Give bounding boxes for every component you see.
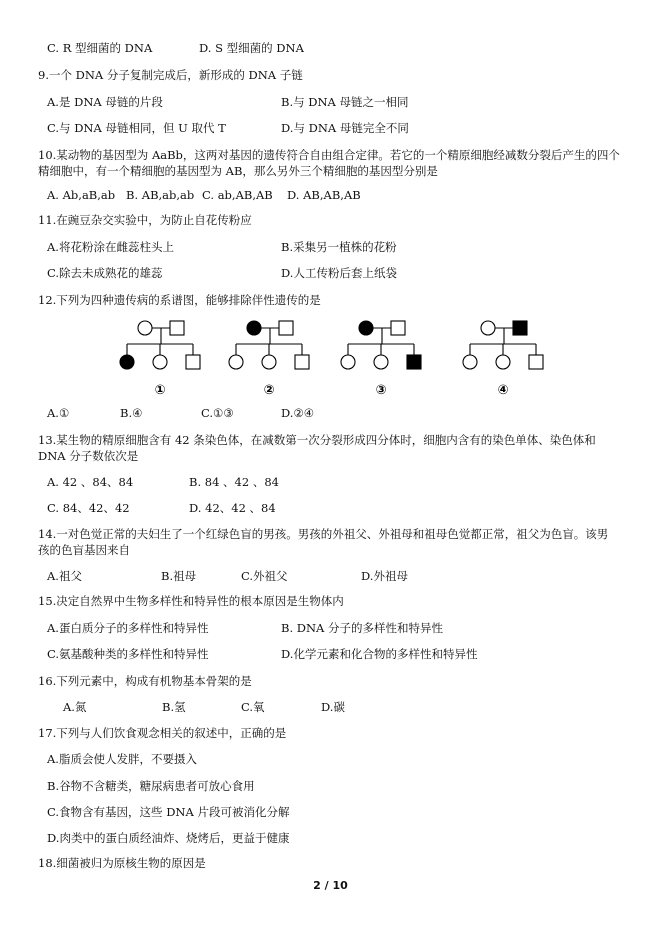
q11-stem: 11.在豌豆杂交实验中，为防止自花传粉应	[38, 213, 252, 227]
q12-option-d: D.②④	[281, 406, 315, 420]
q15-stem: 15.决定自然界中生物多样性和特异性的根本原因是生物体内	[38, 594, 344, 608]
q15-option-c: C.氨基酸种类的多样性和特异性	[47, 647, 209, 661]
pedigree-2-filled-circle	[247, 321, 261, 335]
pedigree-3-diagram	[339, 318, 425, 400]
q10-option-c: C. ab,AB,AB	[202, 188, 273, 202]
q17-option-d: D.肉类中的蛋白质经油炸、烧烤后，更益于健康	[47, 831, 290, 845]
q9-option-b: B.与 DNA 母链之一相同	[281, 95, 409, 109]
pedigree-2-child-2-open-circle	[262, 355, 276, 369]
q15-option-b: B. DNA 分子的多样性和特异性	[281, 621, 444, 635]
page-number: 2 / 10	[313, 879, 348, 892]
q8-option-c: C. R 型细菌的 DNA	[47, 41, 153, 55]
pedigree-1-child-2-open-circle	[153, 355, 167, 369]
q17-option-b: B.谷物不含糖类，糖尿病患者可放心食用	[47, 779, 255, 793]
q17-stem: 17.下列与人们饮食观念相关的叙述中，正确的是	[38, 726, 287, 740]
pedigree-2	[227, 318, 313, 400]
pedigree-2-label: ②	[263, 383, 275, 398]
pedigree-3-child-2-open-circle	[374, 355, 388, 369]
q16-option-c: C.氧	[241, 700, 265, 714]
pedigree-4-filled-square	[513, 321, 527, 335]
q17-option-a: A.脂质会使人发胖，不要摄入	[47, 752, 197, 766]
pedigree-3-child-1-open-circle	[341, 355, 355, 369]
q13-stem-line1: 13.某生物的精原细胞含有 42 条染色体，在减数第一次分裂形成四分体时，细胞内含有的染色单体、染色体和	[38, 433, 596, 447]
pedigree-4-child-3-open-square	[529, 355, 543, 369]
q11-option-b: B.采集另一植株的花粉	[281, 240, 397, 254]
q13-option-a: A. 42 、84、84	[47, 475, 134, 489]
q13-option-b: B. 84 、42 、84	[189, 475, 279, 489]
q10-option-d: D. AB,AB,AB	[287, 188, 361, 202]
pedigree-2-open-square	[279, 321, 293, 335]
pedigree-1	[118, 318, 204, 400]
pedigree-3-open-square	[391, 321, 405, 335]
pedigree-1-diagram	[118, 318, 204, 400]
q16-option-d: D.碳	[321, 700, 345, 714]
q14-option-c: C.外祖父	[241, 569, 288, 583]
q16-stem: 16.下列元素中，构成有机物基本骨架的是	[38, 674, 252, 688]
q9-option-d: D.与 DNA 母链完全不同	[281, 121, 409, 135]
q10-stem-line2: 精细胞中，有一个精细胞的基因型为 AB，那么另外三个精细胞的基因型分别是	[38, 164, 438, 178]
q9-stem: 9.一个 DNA 分子复制完成后，新形成的 DNA 子链	[38, 68, 303, 82]
q10-stem-line1: 10.某动物的基因型为 AaBb，这两对基因的遗传符合自由组合定律。若它的一个精原细胞经减数分裂后产生的四个	[38, 148, 620, 162]
pedigree-4-open-circle	[481, 321, 495, 335]
pedigree-2-child-1-open-circle	[229, 355, 243, 369]
pedigree-1-child-3-open-square	[186, 355, 200, 369]
pedigree-3	[339, 318, 425, 400]
pedigree-4	[461, 318, 547, 400]
q14-stem-line2: 孩的色盲基因来自	[38, 543, 130, 557]
q11-option-c: C.除去未成熟花的雄蕊	[47, 266, 163, 280]
pedigree-2-diagram	[227, 318, 313, 400]
q15-option-a: A.蛋白质分子的多样性和特异性	[47, 621, 209, 635]
pedigree-4-child-2-open-circle	[496, 355, 510, 369]
q11-option-a: A.将花粉涂在雌蕊柱头上	[47, 240, 174, 254]
q14-stem-line1: 14.一对色觉正常的夫妇生了一个红绿色盲的男孩。男孩的外祖父、外祖母和祖母色觉都正常，祖父为色盲。该男	[38, 527, 609, 541]
q10-option-a: A. Ab,aB,ab	[47, 188, 116, 202]
q10-option-b: B. AB,ab,ab	[126, 188, 195, 202]
q8-option-d: D. S 型细菌的 DNA	[199, 41, 304, 55]
pedigree-4-child-1-open-circle	[463, 355, 477, 369]
q16-option-a: A.氮	[63, 700, 87, 714]
pedigree-1-mother-open-square	[170, 321, 184, 335]
pedigree-4-label: ④	[497, 383, 509, 398]
pedigree-2-child-3-open-square	[295, 355, 309, 369]
q12-option-c: C.①③	[201, 406, 234, 420]
q9-option-c: C.与 DNA 母链相同，但 U 取代 T	[47, 121, 226, 135]
q14-option-b: B.祖母	[161, 569, 197, 583]
q17-option-c: C.食物含有基因，这些 DNA 片段可被消化分解	[47, 805, 290, 819]
pedigree-3-label: ③	[375, 383, 387, 398]
q13-option-c: C. 84、42、42	[47, 501, 130, 515]
q9-option-a: A.是 DNA 母链的片段	[47, 95, 163, 109]
q18-stem: 18.细菌被归为原核生物的原因是	[38, 856, 206, 870]
q14-option-a: A.祖父	[47, 569, 82, 583]
q15-option-d: D.化学元素和化合物的多样性和特异性	[281, 647, 478, 661]
q12-option-a: A.①	[47, 406, 70, 420]
q12-option-b: B.④	[120, 406, 143, 420]
pedigree-3-child-3-filled-square	[407, 355, 421, 369]
pedigree-1-child-1-filled-circle	[120, 355, 134, 369]
pedigree-1-label: ①	[154, 383, 166, 398]
q12-stem: 12.下列为四种遗传病的系谱图，能够排除伴性遗传的是	[38, 293, 321, 307]
q11-option-d: D.人工传粉后套上纸袋	[281, 266, 397, 280]
pedigree-3-filled-circle	[359, 321, 373, 335]
pedigree-4-diagram	[461, 318, 547, 400]
q13-option-d: D. 42、42 、84	[189, 501, 276, 515]
pedigree-1-father-open-circle	[138, 321, 152, 335]
q13-stem-line2: DNA 分子数依次是	[38, 449, 139, 463]
q16-option-b: B.氢	[162, 700, 186, 714]
q14-option-d: D.外祖母	[361, 569, 408, 583]
